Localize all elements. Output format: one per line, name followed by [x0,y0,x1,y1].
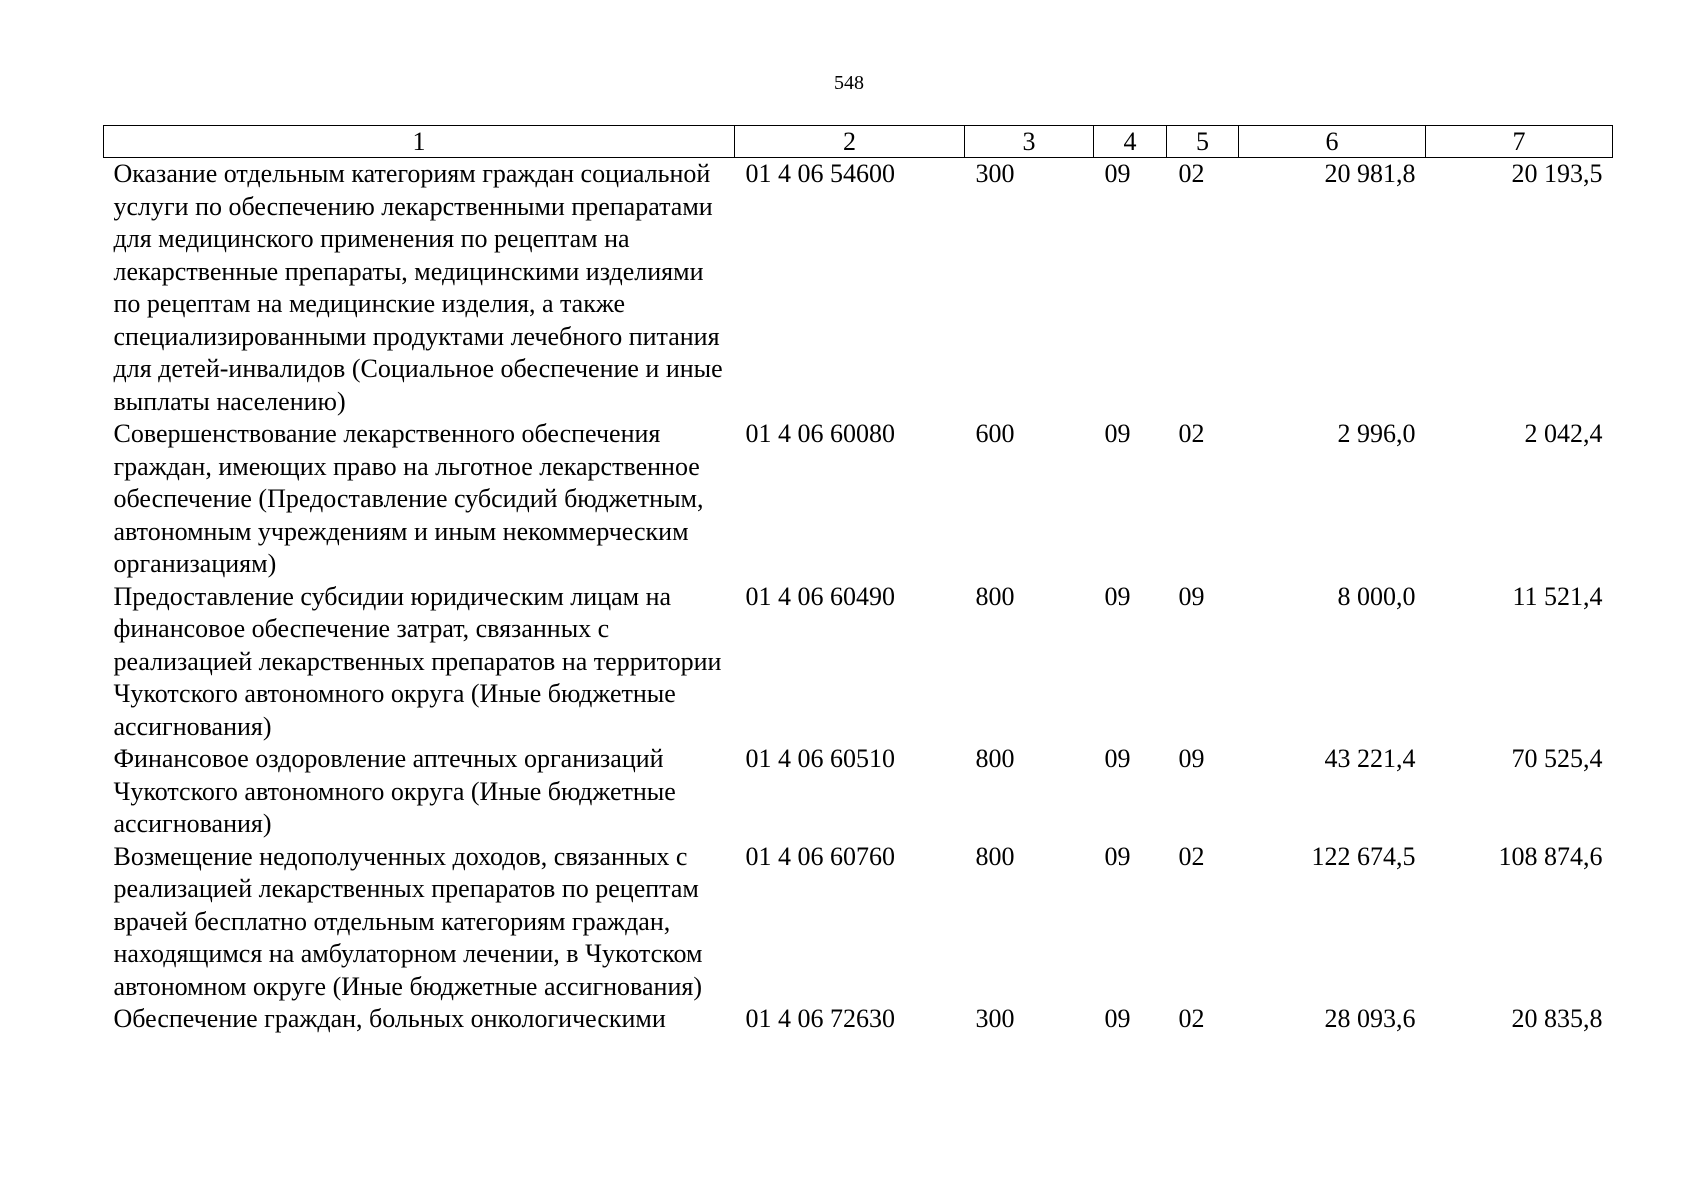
row-expense-type: 800 [975,841,1015,871]
row-amount-2: 20 193,5 [1511,159,1603,188]
row-target-code: 01 4 06 60490 [745,581,895,611]
row-amount-1: 2 996,0 [1337,419,1416,448]
table-row [104,158,1613,419]
row-amount-1: 8 000,0 [1337,581,1416,611]
row-name: Возмещение недополученных доходов, связанных с реализацией лекарственных препаратов по рецептам врачей бесплатно отдельным категориям граждан, находящимся на амбулаторном лечении, в Чукотском автономном округе (Иные бюджетные ассигнования) [113,841,703,1001]
row-subsection: 02 [1178,841,1205,871]
row-amount-1: 43 221,4 [1324,744,1416,773]
row-target-code: 01 4 06 60080 [745,419,895,448]
row-name: Совершенствование лекарственного обеспечения граждан, имеющих право на льготное лекарственное обеспечение (Предоставление субсидий бюджетным, автономным учреждениям и иным некоммерческим организациям) [113,419,704,578]
row-subsection: 02 [1178,159,1205,188]
column-header: 2 [735,126,965,158]
row-amount-2: 11 521,4 [1512,581,1603,611]
row-section: 09 [1104,159,1131,188]
row-section: 09 [1104,581,1131,611]
row-subsection: 02 [1178,1004,1205,1033]
row-target-code: 01 4 06 54600 [745,159,895,188]
row-section: 09 [1104,841,1131,871]
column-header: 3 [965,126,1094,158]
table-row [104,418,1613,581]
row-expense-type: 600 [975,419,1015,448]
row-subsection: 02 [1178,419,1205,448]
row-expense-type: 300 [975,159,1015,188]
column-header: 6 [1239,126,1426,158]
row-name: Обеспечение граждан, больных онкологическими [113,1004,666,1033]
column-header: 1 [104,126,735,158]
table-row [104,841,1613,1004]
row-name: Финансовое оздоровление аптечных организаций Чукотского автономного округа (Иные бюджетные ассигнования) [113,744,676,838]
row-amount-2: 108 874,6 [1498,841,1603,871]
page-number: 548 [834,72,864,94]
row-expense-type: 800 [975,744,1015,773]
row-name: Предоставление субсидии юридическим лицам на финансовое обеспечение затрат, связанных с реализацией лекарственных препаратов на территории Чукотского автономного округа (Иные бюджетные ассигнования) [113,581,722,741]
row-expense-type: 800 [975,581,1015,611]
table-row [104,581,1613,744]
table-row [104,743,1613,841]
table-header-row [104,126,1613,158]
row-name: Оказание отдельным категориям граждан социальной услуги по обеспечению лекарственными препаратами для медицинского применения по рецептам на лекарственные препараты, медицинскими изделиями по рецептам на медицинские изделия, а также специализированными продуктами лечебного питания для детей-инвалидов (Социальное обеспечение и иные выплаты населению) [113,159,723,416]
row-amount-2: 20 835,8 [1511,1004,1603,1033]
row-subsection: 09 [1178,581,1205,611]
row-expense-type: 300 [975,1004,1015,1033]
row-target-code: 01 4 06 60510 [745,744,895,773]
row-amount-2: 2 042,4 [1524,419,1603,448]
row-amount-1: 20 981,8 [1324,159,1416,188]
column-header: 7 [1426,126,1613,158]
table-row [104,1003,1613,1036]
row-amount-1: 28 093,6 [1324,1004,1416,1033]
row-section: 09 [1104,419,1131,448]
row-subsection: 09 [1178,744,1205,773]
row-target-code: 01 4 06 60760 [745,841,895,871]
row-amount-1: 122 674,5 [1311,841,1416,871]
row-section: 09 [1104,744,1131,773]
row-target-code: 01 4 06 72630 [745,1004,895,1033]
row-amount-2: 70 525,4 [1511,744,1603,773]
row-section: 09 [1104,1004,1131,1033]
column-header: 4 [1094,126,1167,158]
column-header: 5 [1167,126,1239,158]
budget-table [103,125,1613,1036]
